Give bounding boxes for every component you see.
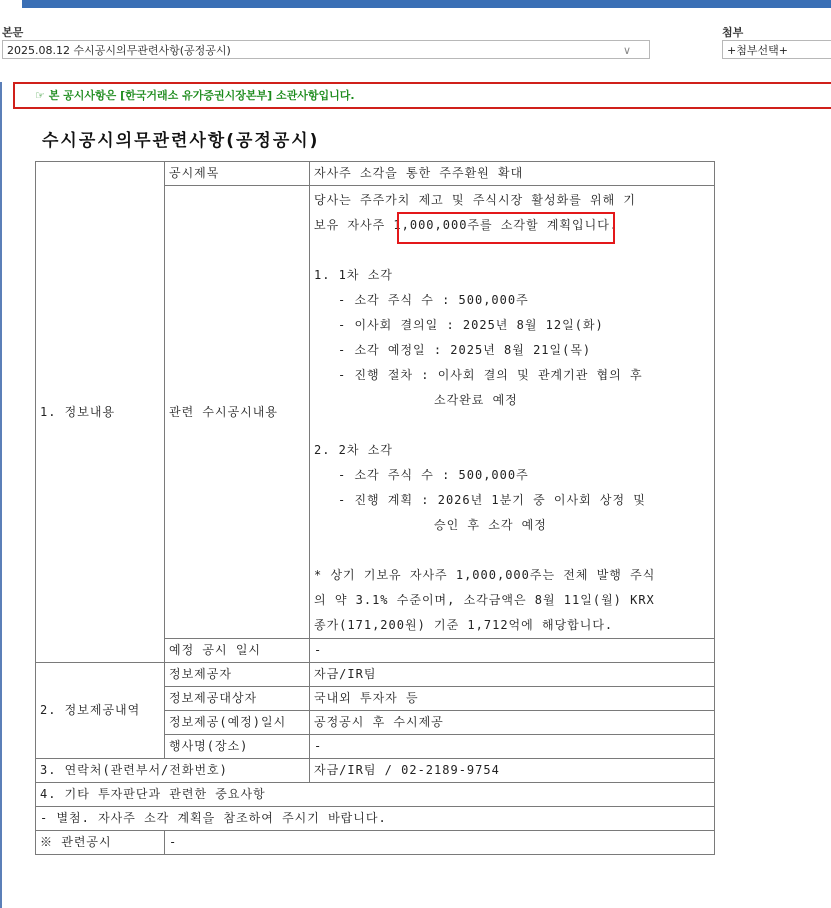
content-line: - 소각 예정일 : 2025년 8월 21일(목) (338, 343, 592, 357)
content-line: - 이사회 결의일 : 2025년 8월 12일(화) (338, 318, 604, 332)
content-line: 소각완료 예정 (434, 393, 518, 407)
main-document-select-value: 2025.08.12 수시공시의무관련사항(공정공시) (7, 44, 231, 57)
main-label: 본문 (2, 26, 24, 39)
related-disclosure-label: ※ 관련공시 (36, 831, 165, 855)
jurisdiction-notice: ☞ 본 공시사항은 [한국거래소 유가증권시장본부] 소관사항입니다. (13, 82, 831, 109)
other-matters-label: 4. 기타 투자판단과 관련한 중요사항 (36, 783, 715, 807)
schedule-value: - (310, 639, 715, 663)
content-line: 1. 1차 소각 (314, 268, 393, 282)
contact-label: 3. 연락처(관련부서/전화번호) (36, 759, 310, 783)
content-line: - 소각 주식 수 : 500,000주 (338, 468, 529, 482)
content-blank (314, 538, 710, 563)
content-line: 당사는 주주가치 제고 및 주식시장 활성화를 위해 기 (314, 193, 637, 207)
highlight-box (397, 212, 615, 244)
content-line: 의 약 3.1% 수준이며, 소각금액은 8월 11일(월) KRX (314, 593, 655, 607)
document-title: 수시공시의무관련사항(공정공시) (42, 131, 320, 151)
content-line: - 소각 주식 수 : 500,000주 (338, 293, 529, 307)
event-label: 행사명(장소) (165, 735, 310, 759)
content-line: - 진행 계획 : 2026년 1분기 중 이사회 상정 및 (338, 493, 646, 507)
event-value: - (310, 735, 715, 759)
content-label: 관련 수시공시내용 (165, 186, 310, 639)
content-line: 보유 자사주 1,000,000주를 소각할 계획입니다. (314, 218, 619, 232)
related-disclosure-value: - (165, 831, 715, 855)
provision-date-label: 정보제공(예정)일시 (165, 711, 310, 735)
attachment-select-value: +첨부선택+ (727, 44, 788, 57)
title-value: 자사주 소각을 통한 주주환원 확대 (310, 162, 715, 186)
attachment-note: - 별첨. 자사주 소각 계획을 참조하여 주시기 바랍니다. (36, 807, 715, 831)
provider-label: 정보제공자 (165, 663, 310, 687)
disclosure-table (35, 161, 715, 855)
top-bar-corner (0, 0, 22, 8)
main-document-select[interactable] (2, 40, 650, 59)
audience-value: 국내외 투자자 등 (310, 687, 715, 711)
title-label: 공시제목 (165, 162, 310, 186)
content-blank (314, 413, 710, 438)
attachment-select[interactable] (722, 40, 831, 59)
section1-label: 1. 정보내용 (36, 162, 165, 663)
left-frame-border (0, 82, 2, 908)
schedule-label: 예정 공시 일시 (165, 639, 310, 663)
attach-label: 첨부 (722, 26, 744, 39)
content-line: - 진행 절차 : 이사회 결의 및 관계기관 협의 후 (338, 368, 643, 382)
window-top-bar (0, 0, 831, 8)
content-line: 2. 2차 소각 (314, 443, 393, 457)
provider-value: 자금/IR팀 (310, 663, 715, 687)
provision-date-value: 공정공시 후 수시제공 (310, 711, 715, 735)
content-line: 종가(171,200원) 기준 1,712억에 해당합니다. (314, 618, 614, 632)
content-line: * 상기 기보유 자사주 1,000,000주는 전체 발행 주식 (314, 568, 656, 582)
chevron-down-icon: ∨ (622, 44, 631, 57)
contact-value: 자금/IR팀 / 02-2189-9754 (310, 759, 715, 783)
audience-label: 정보제공대상자 (165, 687, 310, 711)
content-line: 승인 후 소각 예정 (434, 518, 547, 532)
section2-label: 2. 정보제공내역 (36, 663, 165, 759)
content-body (310, 186, 715, 639)
